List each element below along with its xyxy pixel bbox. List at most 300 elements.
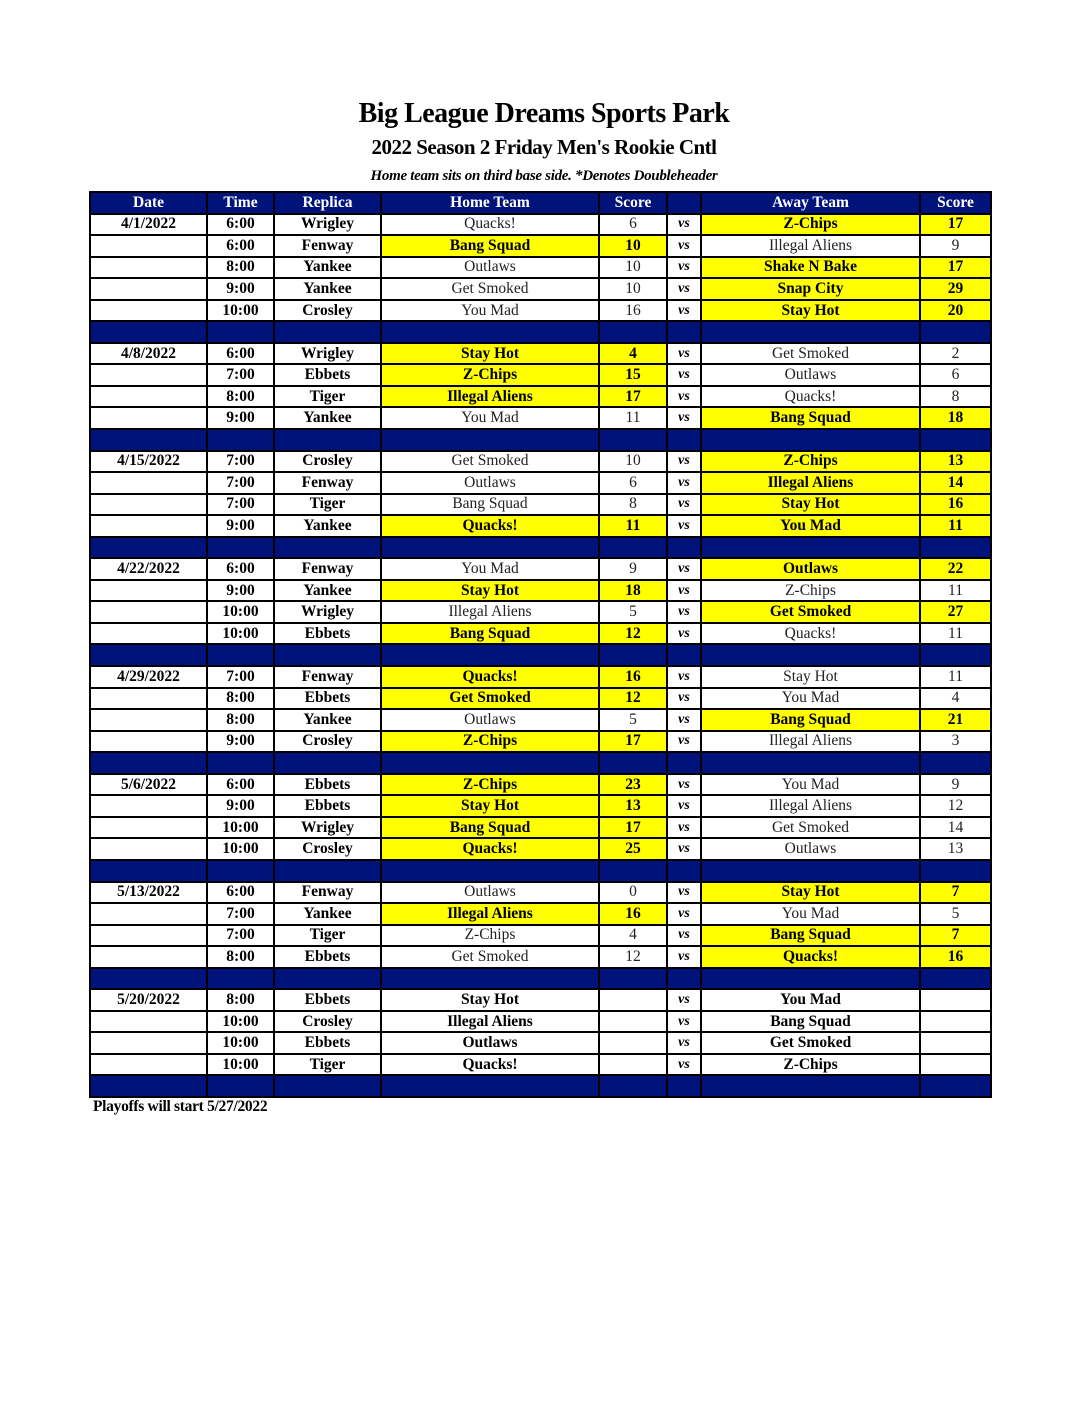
home-team: You Mad (381, 558, 599, 580)
header-replica: Replica (274, 192, 381, 214)
field-replica: Ebbets (274, 1032, 381, 1054)
separator-cell (274, 752, 381, 774)
game-row (90, 623, 991, 645)
game-row (90, 838, 991, 860)
separator-cell (599, 429, 667, 451)
game-row (90, 601, 991, 623)
game-row (90, 364, 991, 386)
week-separator-row (90, 321, 991, 343)
vs-label: vs (667, 688, 701, 710)
game-time: 7:00 (207, 472, 274, 494)
home-score: 23 (599, 774, 667, 796)
home-score: 4 (599, 925, 667, 947)
field-replica: Ebbets (274, 989, 381, 1011)
home-score: 4 (599, 343, 667, 365)
home-team: Get Smoked (381, 451, 599, 473)
away-team: Outlaws (701, 558, 920, 580)
game-row (90, 494, 991, 516)
separator-cell (207, 429, 274, 451)
separator-cell (381, 752, 599, 774)
vs-label: vs (667, 214, 701, 236)
game-row (90, 300, 991, 322)
away-score: 16 (920, 494, 991, 516)
away-score: 27 (920, 601, 991, 623)
game-time: 6:00 (207, 343, 274, 365)
home-team: Get Smoked (381, 688, 599, 710)
away-team: Z-Chips (701, 1054, 920, 1076)
separator-cell (90, 537, 207, 559)
home-score: 18 (599, 580, 667, 602)
home-score: 10 (599, 257, 667, 279)
separator-cell (667, 752, 701, 774)
game-time: 9:00 (207, 515, 274, 537)
game-date (90, 386, 207, 408)
page-title: Big League Dreams Sports Park (358, 98, 730, 129)
separator-cell (274, 321, 381, 343)
home-score: 10 (599, 235, 667, 257)
game-row (90, 257, 991, 279)
away-team: Illegal Aliens (701, 472, 920, 494)
away-team: Quacks! (701, 386, 920, 408)
field-replica: Ebbets (274, 946, 381, 968)
game-row (90, 343, 991, 365)
header-vs (667, 192, 701, 214)
field-replica: Tiger (274, 386, 381, 408)
separator-cell (667, 968, 701, 990)
game-time: 6:00 (207, 214, 274, 236)
game-row (90, 214, 991, 236)
separator-cell (599, 968, 667, 990)
vs-label: vs (667, 925, 701, 947)
game-time: 9:00 (207, 407, 274, 429)
home-score: 13 (599, 795, 667, 817)
separator-cell (90, 429, 207, 451)
game-row (90, 515, 991, 537)
game-row (90, 386, 991, 408)
away-team: You Mad (701, 903, 920, 925)
away-team: Bang Squad (701, 1011, 920, 1033)
separator-cell (920, 644, 991, 666)
away-team: Illegal Aliens (701, 795, 920, 817)
vs-label: vs (667, 278, 701, 300)
game-time: 9:00 (207, 731, 274, 753)
vs-label: vs (667, 580, 701, 602)
home-team: Z-Chips (381, 774, 599, 796)
field-replica: Wrigley (274, 601, 381, 623)
away-score: 14 (920, 472, 991, 494)
separator-cell (701, 537, 920, 559)
home-score: 10 (599, 278, 667, 300)
away-team: You Mad (701, 774, 920, 796)
away-team: Stay Hot (701, 882, 920, 904)
separator-cell (667, 644, 701, 666)
away-score: 7 (920, 882, 991, 904)
away-team: Outlaws (701, 838, 920, 860)
field-replica: Crosley (274, 1011, 381, 1033)
away-team: Z-Chips (701, 580, 920, 602)
away-team: You Mad (701, 989, 920, 1011)
game-time: 10:00 (207, 1011, 274, 1033)
home-score: 17 (599, 817, 667, 839)
game-time: 10:00 (207, 623, 274, 645)
separator-cell (599, 644, 667, 666)
game-time: 6:00 (207, 558, 274, 580)
vs-label: vs (667, 601, 701, 623)
field-replica: Fenway (274, 558, 381, 580)
game-time: 6:00 (207, 235, 274, 257)
game-date (90, 688, 207, 710)
game-date (90, 731, 207, 753)
game-date (90, 1032, 207, 1054)
vs-label: vs (667, 882, 701, 904)
game-date (90, 278, 207, 300)
game-date (90, 623, 207, 645)
home-team: Bang Squad (381, 623, 599, 645)
game-date (90, 300, 207, 322)
separator-cell (381, 860, 599, 882)
separator-cell (90, 644, 207, 666)
separator-cell (599, 321, 667, 343)
separator-cell (274, 429, 381, 451)
away-score: 20 (920, 300, 991, 322)
away-team: Get Smoked (701, 343, 920, 365)
away-score (920, 1011, 991, 1033)
separator-cell (667, 860, 701, 882)
game-date (90, 515, 207, 537)
home-score: 5 (599, 709, 667, 731)
home-score (599, 989, 667, 1011)
week-separator-row (90, 752, 991, 774)
separator-cell (274, 860, 381, 882)
playoffs-note: Playoffs will start 5/27/2022 (93, 1098, 268, 1115)
game-time: 8:00 (207, 257, 274, 279)
header-away-score: Score (920, 192, 991, 214)
away-team: You Mad (701, 688, 920, 710)
game-time: 6:00 (207, 882, 274, 904)
separator-cell (207, 644, 274, 666)
home-score: 6 (599, 472, 667, 494)
field-replica: Ebbets (274, 795, 381, 817)
away-score: 8 (920, 386, 991, 408)
vs-label: vs (667, 989, 701, 1011)
separator-cell (701, 644, 920, 666)
away-team: Get Smoked (701, 1032, 920, 1054)
away-score: 16 (920, 946, 991, 968)
vs-label: vs (667, 838, 701, 860)
schedule-table (89, 191, 992, 1098)
home-team: Outlaws (381, 472, 599, 494)
home-score: 12 (599, 946, 667, 968)
home-score: 25 (599, 838, 667, 860)
home-team: You Mad (381, 407, 599, 429)
separator-cell (599, 1075, 667, 1097)
home-score: 11 (599, 407, 667, 429)
vs-label: vs (667, 666, 701, 688)
header-home-score: Score (599, 192, 667, 214)
vs-label: vs (667, 407, 701, 429)
home-team: Stay Hot (381, 795, 599, 817)
game-date (90, 580, 207, 602)
vs-label: vs (667, 451, 701, 473)
separator-cell (667, 537, 701, 559)
field-replica: Yankee (274, 278, 381, 300)
away-score: 17 (920, 214, 991, 236)
field-replica: Tiger (274, 494, 381, 516)
separator-cell (207, 537, 274, 559)
away-team: Get Smoked (701, 601, 920, 623)
game-row (90, 407, 991, 429)
home-score: 10 (599, 451, 667, 473)
separator-cell (207, 321, 274, 343)
home-score: 6 (599, 214, 667, 236)
game-date (90, 925, 207, 947)
away-score: 12 (920, 795, 991, 817)
game-time: 8:00 (207, 946, 274, 968)
week-separator-row (90, 860, 991, 882)
game-date (90, 235, 207, 257)
separator-cell (90, 1075, 207, 1097)
separator-cell (207, 1075, 274, 1097)
game-row (90, 688, 991, 710)
home-score: 0 (599, 882, 667, 904)
field-replica: Fenway (274, 235, 381, 257)
separator-cell (207, 752, 274, 774)
vs-label: vs (667, 558, 701, 580)
separator-cell (667, 429, 701, 451)
separator-cell (381, 429, 599, 451)
away-team: Stay Hot (701, 494, 920, 516)
field-replica: Yankee (274, 709, 381, 731)
game-date (90, 795, 207, 817)
away-score: 11 (920, 580, 991, 602)
home-team: You Mad (381, 300, 599, 322)
separator-cell (667, 321, 701, 343)
separator-cell (920, 429, 991, 451)
field-replica: Ebbets (274, 364, 381, 386)
separator-cell (920, 860, 991, 882)
away-team: Get Smoked (701, 817, 920, 839)
game-row (90, 946, 991, 968)
away-team: Illegal Aliens (701, 731, 920, 753)
game-time: 7:00 (207, 451, 274, 473)
separator-cell (381, 537, 599, 559)
game-row (90, 235, 991, 257)
game-date (90, 1054, 207, 1076)
game-date (90, 1011, 207, 1033)
home-team: Outlaws (381, 1032, 599, 1054)
field-replica: Tiger (274, 925, 381, 947)
vs-label: vs (667, 494, 701, 516)
game-time: 7:00 (207, 364, 274, 386)
game-date: 5/13/2022 (90, 882, 207, 904)
separator-cell (599, 537, 667, 559)
vs-label: vs (667, 1032, 701, 1054)
home-team: Illegal Aliens (381, 903, 599, 925)
away-score: 13 (920, 451, 991, 473)
separator-cell (599, 752, 667, 774)
home-score: 16 (599, 903, 667, 925)
away-score: 11 (920, 623, 991, 645)
separator-cell (207, 860, 274, 882)
vs-label: vs (667, 795, 701, 817)
field-replica: Yankee (274, 515, 381, 537)
away-score: 11 (920, 515, 991, 537)
game-time: 8:00 (207, 386, 274, 408)
home-score (599, 1011, 667, 1033)
home-score: 12 (599, 688, 667, 710)
header-date: Date (90, 192, 207, 214)
header-time: Time (207, 192, 274, 214)
vs-label: vs (667, 623, 701, 645)
away-team: Bang Squad (701, 709, 920, 731)
header-away-team: Away Team (701, 192, 920, 214)
home-team: Quacks! (381, 666, 599, 688)
week-separator-row (90, 644, 991, 666)
field-replica: Yankee (274, 257, 381, 279)
field-replica: Fenway (274, 882, 381, 904)
vs-label: vs (667, 386, 701, 408)
home-team: Illegal Aliens (381, 386, 599, 408)
home-score: 12 (599, 623, 667, 645)
home-team: Quacks! (381, 214, 599, 236)
field-replica: Wrigley (274, 817, 381, 839)
home-team: Get Smoked (381, 278, 599, 300)
game-time: 10:00 (207, 838, 274, 860)
game-date (90, 817, 207, 839)
field-replica: Yankee (274, 580, 381, 602)
home-score: 9 (599, 558, 667, 580)
game-row (90, 774, 991, 796)
game-date: 4/29/2022 (90, 666, 207, 688)
separator-cell (274, 537, 381, 559)
field-replica: Ebbets (274, 623, 381, 645)
separator-cell (274, 644, 381, 666)
separator-cell (920, 1075, 991, 1097)
home-score: 16 (599, 666, 667, 688)
away-score: 17 (920, 257, 991, 279)
field-replica: Crosley (274, 300, 381, 322)
away-score (920, 1032, 991, 1054)
game-row (90, 472, 991, 494)
field-replica: Ebbets (274, 688, 381, 710)
field-replica: Fenway (274, 472, 381, 494)
game-date: 4/15/2022 (90, 451, 207, 473)
away-team: Illegal Aliens (701, 235, 920, 257)
game-date (90, 407, 207, 429)
away-score: 14 (920, 817, 991, 839)
away-team: Stay Hot (701, 666, 920, 688)
game-time: 10:00 (207, 1032, 274, 1054)
separator-cell (90, 752, 207, 774)
vs-label: vs (667, 235, 701, 257)
home-team: Stay Hot (381, 989, 599, 1011)
game-time: 9:00 (207, 580, 274, 602)
home-score: 17 (599, 386, 667, 408)
home-team: Bang Squad (381, 494, 599, 516)
game-row (90, 882, 991, 904)
away-team: Quacks! (701, 946, 920, 968)
game-row (90, 580, 991, 602)
separator-cell (90, 321, 207, 343)
game-date: 4/22/2022 (90, 558, 207, 580)
away-team: Z-Chips (701, 214, 920, 236)
away-score: 4 (920, 688, 991, 710)
home-score: 17 (599, 731, 667, 753)
vs-label: vs (667, 903, 701, 925)
game-row (90, 925, 991, 947)
away-score: 29 (920, 278, 991, 300)
away-team: Shake N Bake (701, 257, 920, 279)
away-score: 5 (920, 903, 991, 925)
away-team: Z-Chips (701, 451, 920, 473)
away-score: 7 (920, 925, 991, 947)
away-team: You Mad (701, 515, 920, 537)
separator-cell (701, 860, 920, 882)
away-team: Stay Hot (701, 300, 920, 322)
schedule-note: Home team sits on third base side. *Denotes Doubleheader (370, 168, 718, 184)
vs-label: vs (667, 343, 701, 365)
home-score: 8 (599, 494, 667, 516)
away-score: 18 (920, 407, 991, 429)
home-team: Quacks! (381, 1054, 599, 1076)
separator-cell (701, 968, 920, 990)
separator-cell (274, 968, 381, 990)
away-score (920, 1054, 991, 1076)
separator-cell (920, 752, 991, 774)
away-team: Bang Squad (701, 925, 920, 947)
game-time: 9:00 (207, 795, 274, 817)
away-score: 11 (920, 666, 991, 688)
vs-label: vs (667, 257, 701, 279)
separator-cell (701, 1075, 920, 1097)
away-score: 3 (920, 731, 991, 753)
home-score: 15 (599, 364, 667, 386)
vs-label: vs (667, 472, 701, 494)
game-date: 5/6/2022 (90, 774, 207, 796)
game-time: 8:00 (207, 709, 274, 731)
away-score (920, 989, 991, 1011)
vs-label: vs (667, 731, 701, 753)
game-row (90, 666, 991, 688)
game-date (90, 364, 207, 386)
away-score: 2 (920, 343, 991, 365)
game-row (90, 731, 991, 753)
away-score: 9 (920, 235, 991, 257)
game-time: 6:00 (207, 774, 274, 796)
home-team: Quacks! (381, 838, 599, 860)
game-time: 10:00 (207, 601, 274, 623)
game-time: 8:00 (207, 989, 274, 1011)
game-row (90, 903, 991, 925)
game-date (90, 709, 207, 731)
separator-cell (381, 644, 599, 666)
separator-cell (701, 429, 920, 451)
home-team: Bang Squad (381, 817, 599, 839)
away-score: 22 (920, 558, 991, 580)
week-separator-row (90, 1075, 991, 1097)
separator-cell (701, 321, 920, 343)
game-row (90, 278, 991, 300)
game-time: 10:00 (207, 1054, 274, 1076)
game-date (90, 946, 207, 968)
field-replica: Crosley (274, 451, 381, 473)
game-date (90, 903, 207, 925)
field-replica: Tiger (274, 1054, 381, 1076)
away-team: Snap City (701, 278, 920, 300)
vs-label: vs (667, 817, 701, 839)
game-date (90, 838, 207, 860)
game-row (90, 558, 991, 580)
